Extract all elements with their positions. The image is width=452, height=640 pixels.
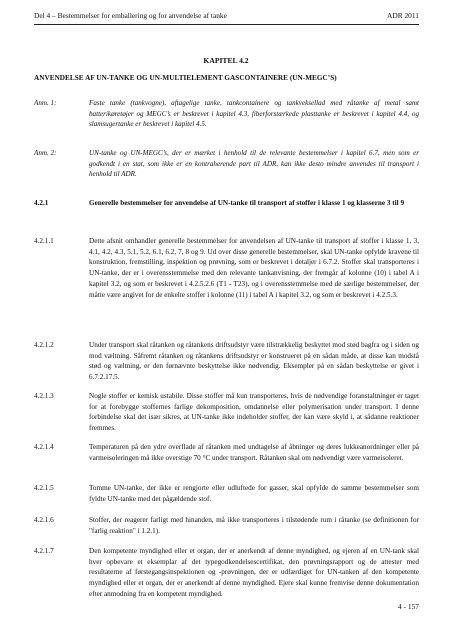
paragraph-number: 4.2.1.5 bbox=[34, 484, 54, 492]
paragraph-number: 4.2.1.4 bbox=[34, 443, 54, 451]
page-number: 4 - 157 bbox=[398, 602, 419, 611]
paragraph-number: 4.2.1.3 bbox=[34, 392, 54, 400]
paragraph-text: Under transport skal råtanken og råtankens driftsudstyr være tilstrækkelig beskyttet mod stød bagfra og i siden og mod væltning. Såfremt råtanken og råtankens driftsudstyr er konstrueret på en sådan måde, at disse kan modstå stød og væltning, er den førnævnte beskyttelse ikke nødvendig. Eksempler på en sådan beskyttelse er givet i 6.7.2.17.5. bbox=[89, 341, 419, 382]
paragraph-text: Tomme UN-tanke, der ikke er rengjorte eller udluftede for gasser, skal opfylde de samme bestemmelser som fyldte UN-tanke med det pågældende stof. bbox=[89, 484, 419, 503]
paragraph-text: Den kompetente myndighed eller et organ, der er anerkendt af denne myndighed, og ejeren af en UN-tank skal hver opbevare et eksemplar af det typegodkendelsescertifikat, den prøvningsrapport og de attester med resultaterne af førstegangsinspektionen og -prøvningen, der er udfærdiget for UN-tanken af den kompetente myndighed eller et organ, der er anerkendt af denne myndighed. Ejere skal kunne fremvise denne dokumentation efter anmodning fra en kompetent myndighed. bbox=[89, 547, 419, 598]
paragraph-number: 4.2.1.7 bbox=[34, 547, 54, 555]
paragraph-text: Stoffer, der reagerer farligt med hinanden, må ikke transporteres i tilstødende rum i råtanke (se definitionen for "farlig reaktion" i 1.2.1). bbox=[89, 516, 419, 535]
running-header bbox=[34, 11, 419, 25]
chapter-heading: KAPITEL 4.2 bbox=[203, 56, 249, 65]
paragraph-text: Temperaturen på den ydre overflade af råtanken med undtagelse af åbninger og deres lukkeanordninger eller på varmeisoleringen må ikke overstige 70 °C under transport. Råtanken skal om nødvendigt være varmeisoleret. bbox=[89, 443, 419, 462]
note-label: Anm. 1: bbox=[34, 99, 57, 107]
header-edition: ADR 2011 bbox=[387, 11, 419, 20]
section-number: 4.2.1 bbox=[34, 199, 49, 207]
note-text: Faste tanke (tankvogne), aftagelige tanke, tankcontainere og tankveksellad med råtanke af metal samt batterikøretøjer og MEGC’s er beskrevet i kapitel 4.3, fiberforstærkede plasttanke er beskrevet i kapitel 4.4, og slamsugertanke er beskrevet i kapitel 4.5. bbox=[89, 99, 419, 129]
section-heading: Generelle bestemmelser for anvendelse af UN-tanke til transport af stoffer i klasse 1 og klasserne 3 til 9 bbox=[89, 199, 405, 207]
chapter-title: ANVENDELSE AF UN-TANKE OG UN-MULTIELEMENT GASCONTAINERE (UN-MEGC’S) bbox=[34, 74, 337, 82]
paragraph-number: 4.2.1.1 bbox=[34, 237, 54, 245]
paragraph-number: 4.2.1.6 bbox=[34, 516, 54, 524]
note-text: UN-tanke og UN-MEGC’s, der er mærket i henhold til de relevante bestemmelser i kapitel 6.7, men som er godkendt i en stat, som ikke er en kontraherende part til ADR, kan ikke desto mindre anvendes til transport i henhold til ADR. bbox=[89, 149, 419, 179]
paragraph-text: Nogle stoffer er kemisk ustabile. Disse stoffer må kun transporteres, hvis de nødvendige foranstaltninger er taget for at forebygge stoffernes farlige dekomposition, omdannelse eller polymerisation under transport. I denne forbindelse skal det især sikres, at UN-tanke ikke indeholder stoffer, der kan være skyld i, at sådanne reaktioner fremmes. bbox=[89, 392, 419, 433]
header-title: Del 4 – Bestemmelser for emballering og for anvendelse af tanke bbox=[34, 11, 227, 20]
note-label: Anm. 2: bbox=[34, 149, 57, 157]
paragraph-number: 4.2.1.2 bbox=[34, 341, 54, 349]
paragraph-text: Dette afsnit omhandler generelle bestemmelser for anvendelsen af UN-tanke til transport af stoffer i klasse 1, 3, 4.1, 4.2, 4.3, 5.1, 5.2, 6.1, 6.2, 7, 8 og 9. Ud over disse generelle bestemmelser, skal UN-tanke opfylde kravene til konstruktion, fremstilling, inspektion og prøvning, som er beskrevet i detaljer i 6.7.2. Stoffer skal transporteres i UN-tanke, der er i overensstemmelse med den relevante tankanvisning, der fremgår af kolonne (10) i tabel A i kapitel 3.2, og som er beskrevet i 4.2.5.2.6 (T1 - T23), og i overensstemmelse med de særlige bestemmelser, der måtte være angivet for de enkelte stoffer i kolonne (11) i tabel A i kapitel 3.2, og som er beskrevet i 4.2.5.3. bbox=[89, 237, 419, 299]
